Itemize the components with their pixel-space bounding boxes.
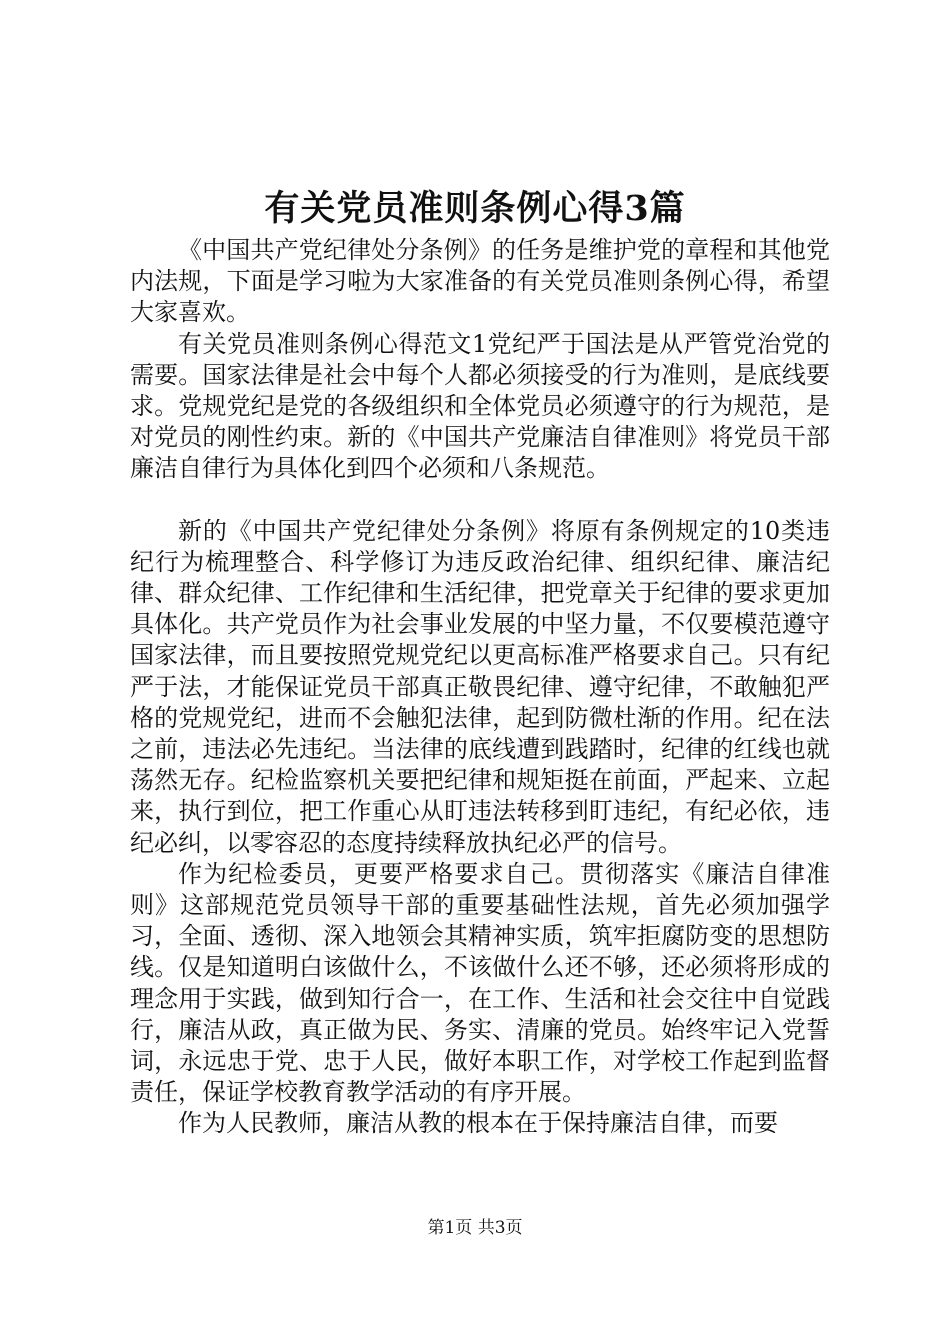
paragraph-intro: 《中国共产党纪律处分条例》的任务是维护党的章程和其他党内法规，下面是学习啦为大家准备的有关党员准则条例心得，希望大家喜欢。 <box>130 236 830 327</box>
document-body <box>130 235 830 1140</box>
paragraph-essay-1-part-3: 作为纪检委员，更要严格要求自己。贯彻落实《廉洁自律准则》这部规范党员领导干部的重要基础性法规，首先必须加强学习，全面、透彻、深入地领会其精神实质，筑牢拒腐防变的思想防线。仅是知道明白该做什么，不该做什么还不够，还必须将形成的理念用于实践，做到知行合一，在工作、生活和社会交往中自觉践行，廉洁从政，真正做为民、务实、清廉的党员。始终牢记入党誓词，永远忠于党、忠于人民，做好本职工作，对学校工作起到监督责任，保证学校教育教学活动的有序开展。 <box>130 859 830 1107</box>
page-number-footer: 第1页 共3页 <box>427 1218 523 1238</box>
paragraph-essay-1-part-2: 新的《中国共产党纪律处分条例》将原有条例规定的10类违纪行为梳理整合、科学修订为违反政治纪律、组织纪律、廉洁纪律、群众纪律、工作纪律和生活纪律，把党章关于纪律的要求更加具体化。共产党员作为社会事业发展的中坚力量，不仅要模范遵守国家法律，而且要按照党规党纪以更高标准严格要求自己。只有纪严于法，才能保证党员干部真正敬畏纪律、遵守纪律，不敢触犯严格的党规党纪，进而不会触犯法律，起到防微杜渐的作用。纪在法之前，违法必先违纪。当法律的底线遭到践踏时，纪律的红线也就荡然无存。纪检监察机关要把纪律和规矩挺在前面，严起来、立起来，执行到位，把工作重心从盯违法转移到盯违纪，有纪必依，违纪必纠，以零容忍的态度持续释放执纪必严的信号。 <box>130 516 830 857</box>
document-title: 有关党员准则条例心得3篇 <box>264 188 686 229</box>
paragraph-essay-1: 有关党员准则条例心得范文1党纪严于国法是从严管党治党的需要。国家法律是社会中每个人都必须接受的行为准则，是底线要求。党规党纪是党的各级组织和全体党员必须遵守的行为规范，是对党员的刚性约束。新的《中国共产党廉洁自律准则》将党员干部廉洁自律行为具体化到四个必须和八条规范。 <box>130 329 830 483</box>
paragraph-essay-1-part-4: 作为人民教师，廉洁从教的根本在于保持廉洁自律，而要 <box>178 1109 778 1138</box>
